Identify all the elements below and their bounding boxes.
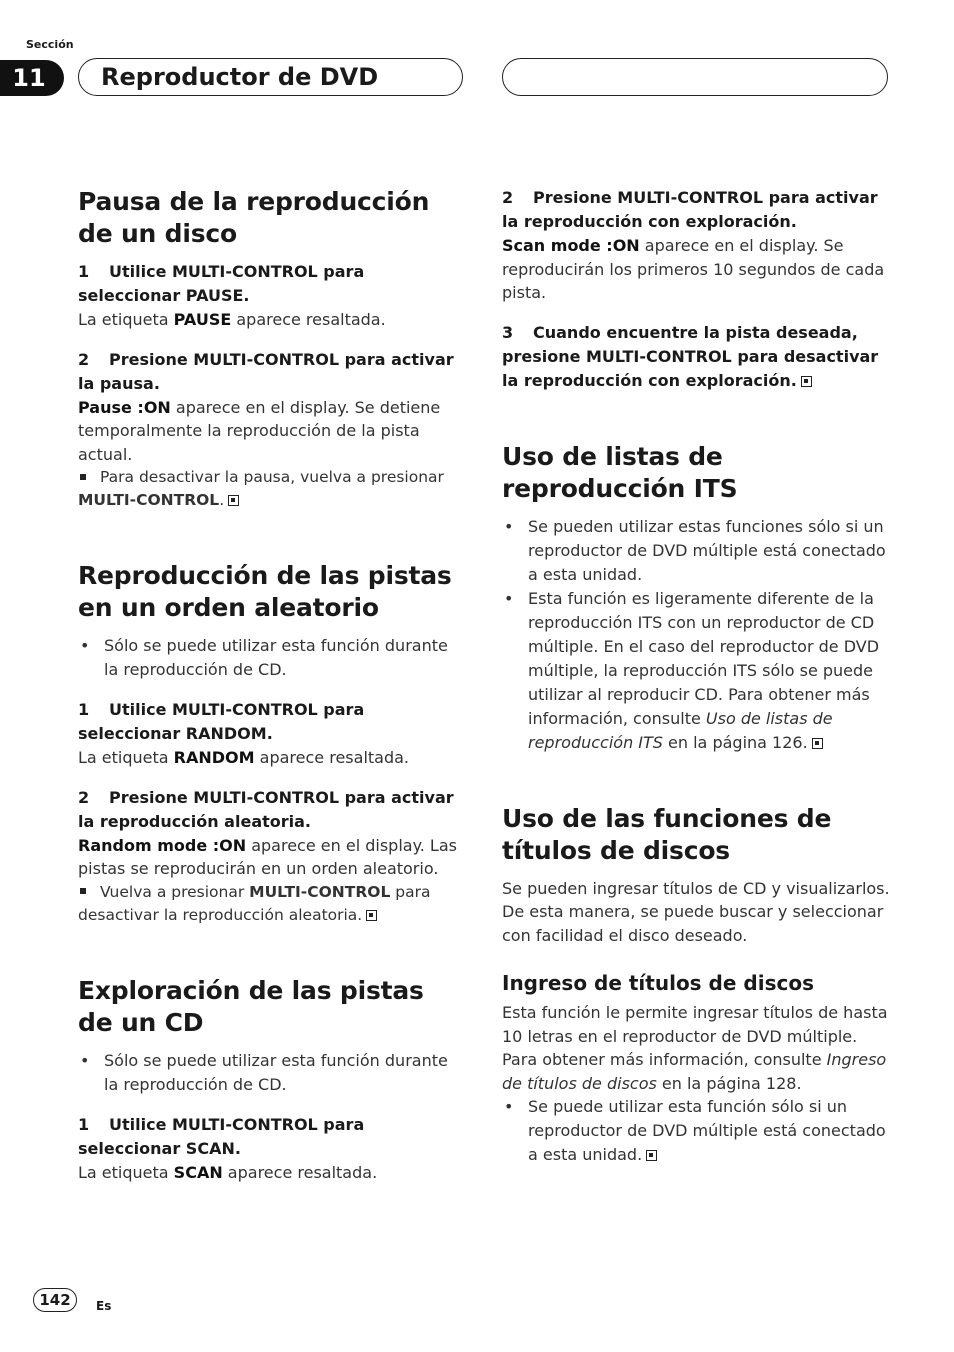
list-item: • Se puede utilizar esta función sólo si un reproductor de DVD múltiple está conectado a esta unidad. (502, 1095, 890, 1167)
step-pause-1: 1 Utilice MULTI-CONTROL para seleccionar PAUSE. (78, 262, 365, 305)
end-mark-icon (812, 738, 823, 749)
end-mark-icon (646, 1150, 657, 1161)
left-column (78, 186, 466, 1184)
section-title-text: Reproductor de DVD (101, 63, 379, 91)
step-scan-2-desc: Scan mode :ON aparece en el display. Se reproducirán los primeros 10 segundos de cada pista. (502, 236, 885, 302)
bullet-list-disc-titles (502, 1095, 890, 1167)
bullet-list-random (78, 634, 466, 682)
note-square-icon (80, 888, 86, 894)
section-label: Sección (26, 38, 74, 51)
step-scan-2: 2 Presione MULTI-CONTROL para activar la reproducción con exploración. (502, 188, 878, 231)
end-mark-icon (228, 495, 239, 506)
step-random-2-desc: Random mode :ON aparece en el display. Las pistas se reproducirán en un orden aleatorio. (78, 835, 457, 878)
end-mark-icon (366, 910, 377, 921)
note-random: Vuelva a presionar MULTI-CONTROL para desactivar la reproducción aleatoria. (78, 882, 431, 924)
step-random-1-desc: La etiqueta RANDOM aparece resaltada. (78, 748, 410, 767)
list-item: • Esta función es ligeramente diferente de la reproducción ITS con un reproductor de CD múltiple. En el caso del reproductor de DVD múltiple, la reproducción ITS sólo se puede utilizar al reproducir CD. Para obtener más información, consulte Uso de listas de reproducción ITS en la página 126. (502, 587, 890, 755)
step-scan-1-desc: La etiqueta SCAN aparece resaltada. (78, 1162, 378, 1182)
note-pause: Para desactivar la pausa, vuelva a presionar MULTI-CONTROL. (78, 468, 444, 509)
disc-titles-intro: Se pueden ingresar títulos de CD y visualizarlos. De esta manera, se puede buscar y seleccionar con facilidad el disco deseado. (502, 878, 890, 945)
bullet-list-scan (78, 1049, 466, 1097)
right-column (502, 186, 890, 1167)
language-code: Es (96, 1299, 112, 1313)
heading-its: Uso de listas de reproducción ITS (502, 441, 738, 503)
list-item: • Sólo se puede utilizar esta función durante la reproducción de CD. (78, 634, 466, 682)
heading-scan: Exploración de las pistas de un CD (78, 975, 424, 1037)
section-number-badge: 11 (0, 60, 64, 96)
step-scan-3: 3 Cuando encuentre la pista deseada, presione MULTI-CONTROL para desactivar la reproducción con exploración. (502, 322, 879, 390)
step-scan-1: 1 Utilice MULTI-CONTROL para seleccionar SCAN. (78, 1114, 365, 1158)
step-pause-2: 2 Presione MULTI-CONTROL para activar la pausa. (78, 349, 454, 393)
bullet-list-its (502, 515, 890, 755)
step-pause-2-desc: Pause :ON aparece en el display. Se detiene temporalmente la reproducción de la pista actual. (78, 397, 441, 464)
heading-random: Reproducción de las pistas en un orden aleatorio (78, 561, 452, 622)
step-pause-1-desc: La etiqueta PAUSE aparece resaltada. (78, 310, 386, 329)
heading-pause: Pausa de la reproducción de un disco (78, 187, 430, 248)
disc-titles-desc: Esta función le permite ingresar títulos de hasta 10 letras en el reproductor de DVD múltiple. Para obtener más información, consulte Ingreso de títulos de discos en la página 128. (502, 1003, 888, 1093)
step-random-1: 1 Utilice MULTI-CONTROL para seleccionar RANDOM. (78, 700, 365, 743)
list-item: • Sólo se puede utilizar esta función durante la reproducción de CD. (78, 1049, 466, 1097)
subheading-disc-titles: Ingreso de títulos de discos (502, 971, 814, 995)
page-number: 142 (33, 1288, 77, 1312)
step-random-2: 2 Presione MULTI-CONTROL para activar la reproducción aleatoria. (78, 787, 454, 831)
note-square-icon (80, 474, 86, 480)
header-empty-box (502, 58, 888, 96)
list-item: • Se pueden utilizar estas funciones sólo si un reproductor de DVD múltiple está conectado a esta unidad. (502, 515, 890, 587)
end-mark-icon (801, 376, 812, 387)
heading-disc-titles: Uso de las funciones de títulos de discos (502, 803, 832, 865)
section-title (78, 58, 463, 96)
